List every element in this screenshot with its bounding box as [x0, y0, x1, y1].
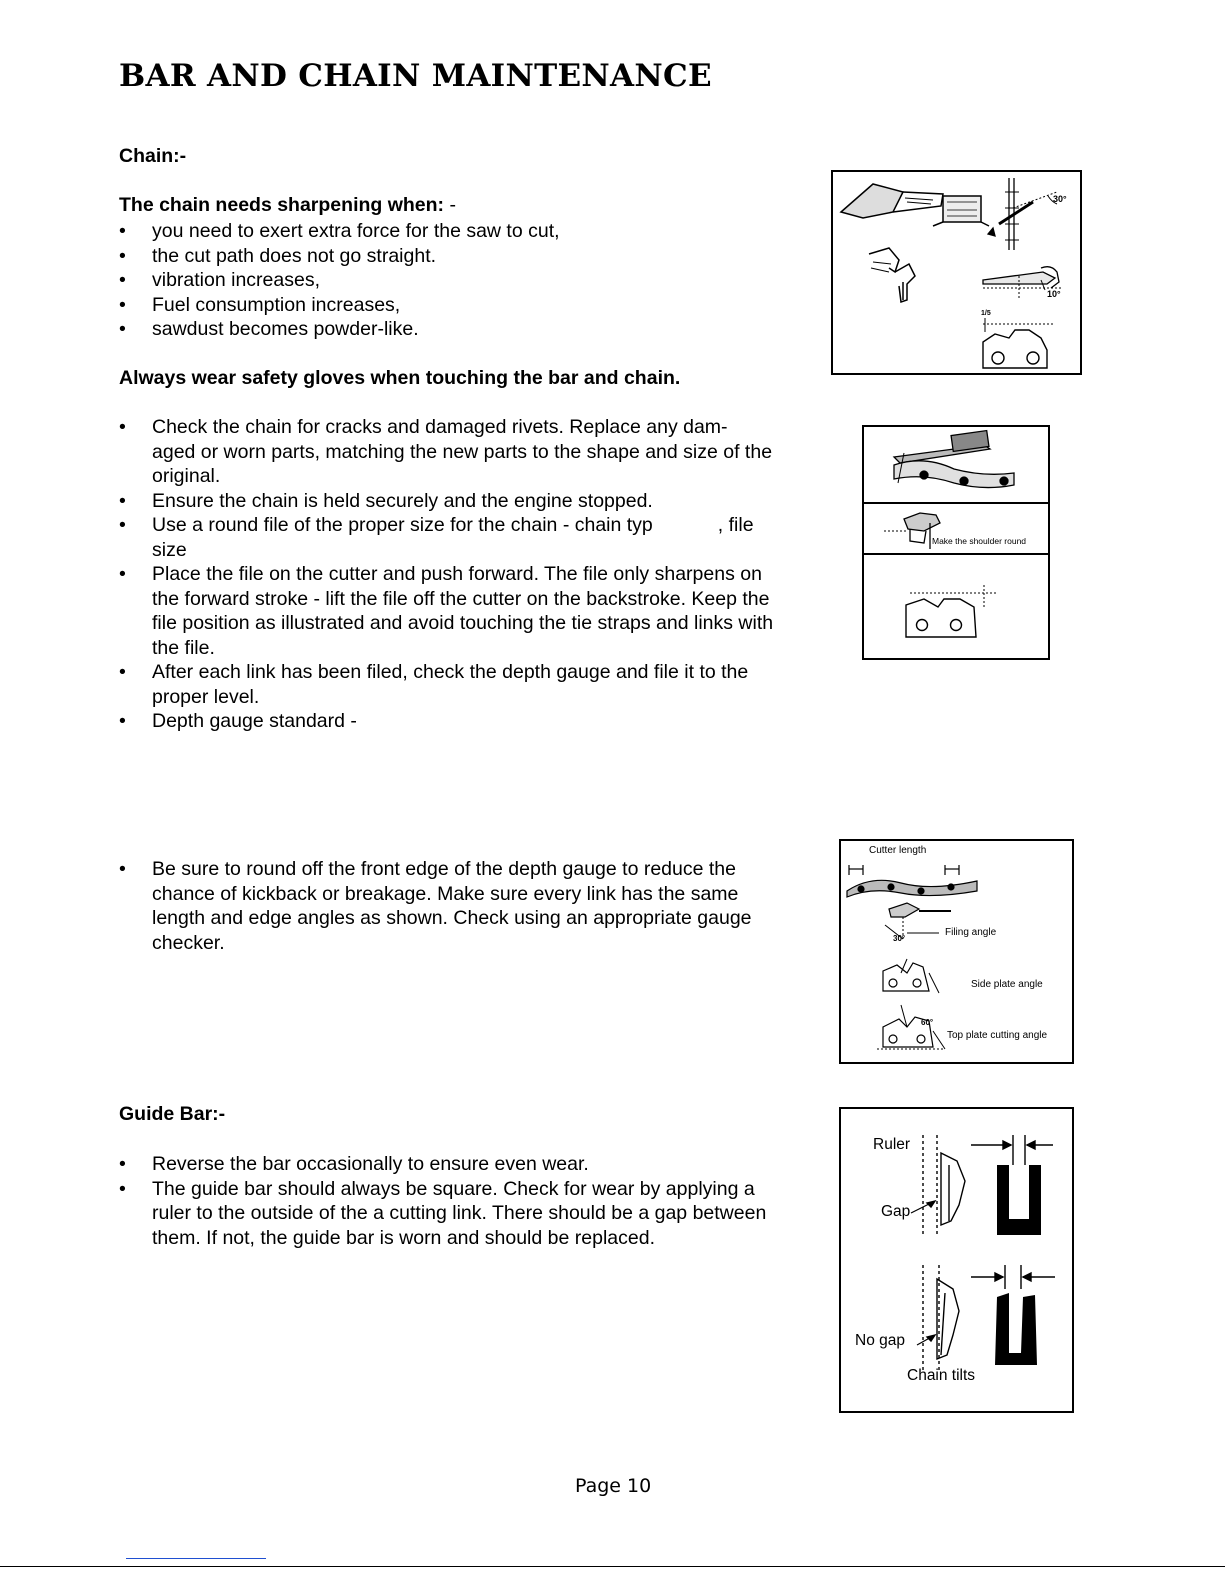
list-item: [119, 489, 773, 514]
list-item-text: • the cut path does not go straight.: [152, 244, 437, 267]
list-item: [119, 709, 773, 734]
list-item-line: them. If not, the guide bar is worn and should be replaced.: [152, 1226, 655, 1249]
filing-angle-label: Filing angle: [945, 927, 997, 938]
list-item-line: the file.: [152, 636, 215, 659]
list-item: [119, 1177, 766, 1251]
list-item-line: • Depth gauge standard -: [152, 710, 357, 732]
chain-heading: Chain:-: [119, 145, 187, 167]
chain-tilts-label: Chain tilts: [907, 1367, 976, 1384]
list-item-line: • Place the file on the cutter and push forward. The file only sharpens on: [152, 563, 762, 585]
filing-illustration: [864, 427, 1048, 658]
guide-bar-list: [119, 1152, 766, 1250]
top-plate-label: Top plate cutting angle: [947, 1030, 1048, 1041]
list-item-text: • you need to exert extra force for the saw to cut,: [152, 220, 560, 242]
guide-bar-heading: Guide Bar:-: [119, 1103, 226, 1125]
top-plate-value: 60°: [921, 1018, 934, 1027]
angles-figure: [839, 839, 1074, 1064]
list-item-line: checker.: [152, 931, 225, 954]
list-item: [119, 857, 752, 955]
guide-bar-illustration: [841, 1109, 1072, 1411]
list-item-line: original.: [152, 465, 221, 487]
guide-bar-figure: [839, 1107, 1074, 1413]
list-item: [119, 317, 560, 342]
sharpening-figure: [831, 170, 1082, 375]
filing-angle-value: 30°: [893, 934, 906, 943]
no-gap-label: No gap: [855, 1332, 905, 1349]
gloves-warning: Always wear safety gloves when touching the bar and chain.: [119, 367, 681, 389]
sharpening-illustration: [833, 172, 1080, 373]
angle-label-30: 30°: [1053, 194, 1067, 204]
list-item: [119, 415, 773, 489]
list-item-line: proper level.: [152, 685, 260, 708]
list-item-text: • vibration increases,: [152, 269, 320, 291]
list-item-line: • After each link has been filed, check the depth gauge and file it to the: [152, 661, 749, 683]
side-plate-label: Side plate angle: [971, 979, 1043, 990]
footer-link-underline: [126, 1558, 266, 1559]
page-title: BAR AND CHAIN MAINTENANCE: [119, 58, 712, 94]
list-item: [119, 1152, 766, 1177]
sharpen-list: [119, 219, 560, 342]
list-item-line: file position as illustrated and avoid touching the tie straps and links with: [152, 612, 774, 634]
list-item: [119, 219, 560, 244]
list-item-line: • The guide bar should always be square. Check for wear by applying a: [152, 1177, 755, 1200]
filing-figure: [862, 425, 1050, 660]
list-item-line: chance of kickback or breakage. Make sure every link has the same: [152, 882, 739, 905]
list-item: [119, 244, 560, 269]
list-item-line: • Use a round file of the proper size for the chain - chain typ , file: [152, 514, 754, 536]
gap-label: Gap: [881, 1203, 911, 1220]
round-off-list: [119, 857, 752, 955]
list-item: [119, 293, 560, 318]
sharpen-heading-dash: -: [449, 194, 456, 216]
cutter-length-label: Cutter length: [869, 845, 927, 856]
footer-rule: [0, 1566, 1225, 1567]
list-item-line: • Be sure to round off the front edge of the depth gauge to reduce the: [152, 858, 736, 880]
list-item: [119, 562, 773, 660]
angles-illustration: [841, 841, 1072, 1062]
angle-label-10: 10°: [1047, 289, 1061, 299]
list-item-line: aged or worn parts, matching the new parts to the shape and size of the: [152, 440, 773, 463]
fraction-label: 1/5: [981, 310, 991, 317]
ruler-label: Ruler: [873, 1136, 911, 1153]
list-item: [119, 660, 773, 709]
page-number: Page 10: [575, 1475, 652, 1497]
list-item-line: ruler to the outside of the a cutting link. There should be a gap between: [152, 1202, 767, 1224]
list-item: [119, 268, 560, 293]
list-item-line: size: [152, 538, 187, 561]
list-item-line: • Reverse the bar occasionally to ensure even wear.: [152, 1153, 589, 1175]
list-item-line: the forward stroke - lift the file off the cutter on the backstroke. Keep the: [152, 587, 770, 610]
steps-list: [119, 415, 773, 734]
list-item-text: • sawdust becomes powder-like.: [152, 318, 419, 340]
list-item-line: • Check the chain for cracks and damaged rivets. Replace any dam-: [152, 416, 728, 438]
list-item-line: length and edge angles as shown. Check using an appropriate gauge: [152, 907, 752, 929]
sharpen-heading-text: The chain needs sharpening when:: [119, 194, 445, 216]
shoulder-note: Make the shoulder round: [932, 536, 1027, 546]
list-item-text: • Fuel consumption increases,: [152, 293, 401, 316]
sharpen-heading: [119, 194, 456, 217]
list-item-line: • Ensure the chain is held securely and the engine stopped.: [152, 489, 653, 512]
list-item: [119, 513, 773, 562]
